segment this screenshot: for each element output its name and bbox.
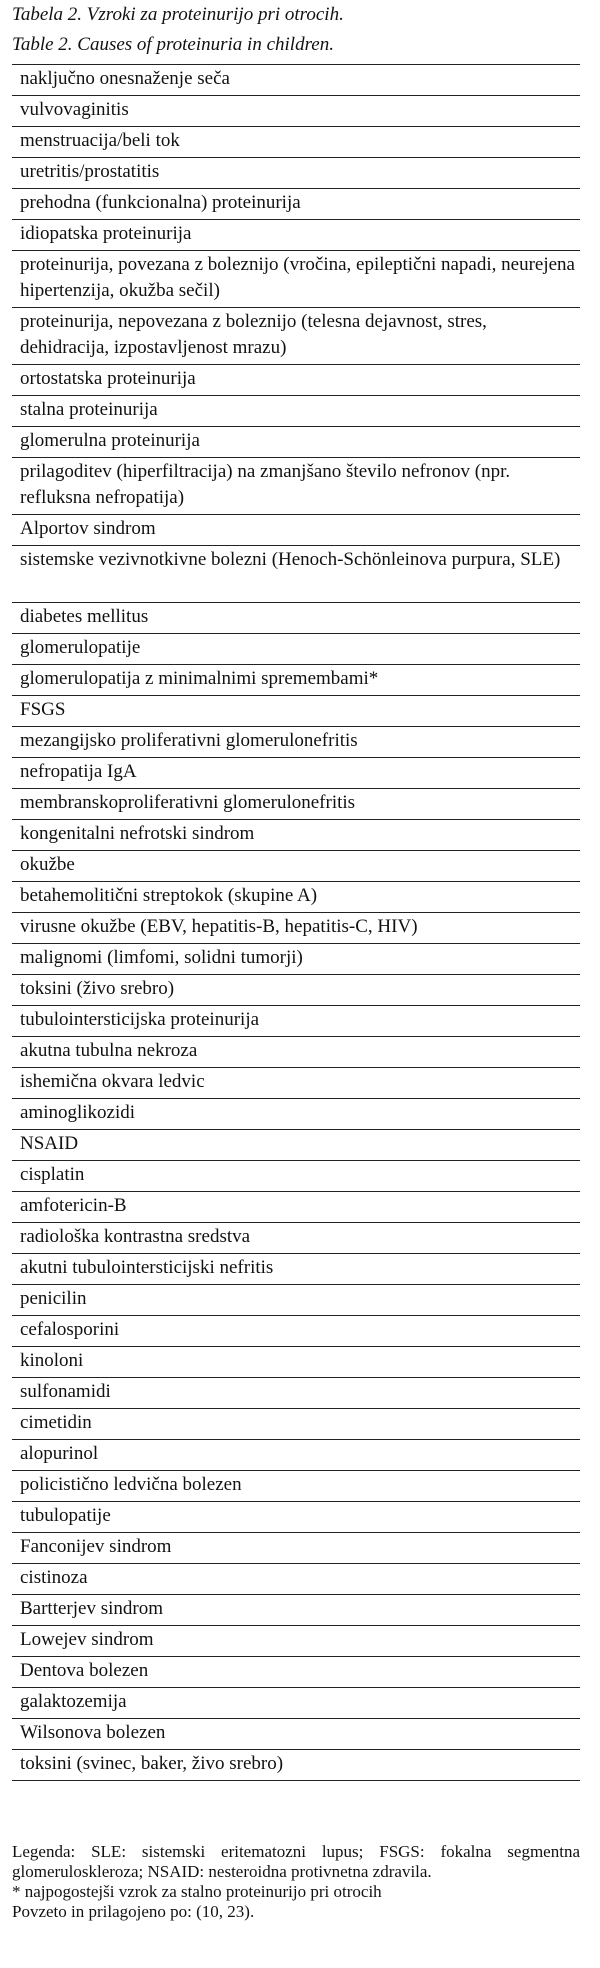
table-row: cistinoza (12, 1564, 580, 1595)
table-row: stalna proteinurija (12, 396, 580, 427)
table-row: FSGS (12, 696, 580, 727)
table-row: penicilin (12, 1285, 580, 1316)
table-row: galaktozemija (12, 1688, 580, 1719)
table-row: glomerulna proteinurija (12, 427, 580, 458)
table-row: glomerulopatija z minimalnimi spremembami* (12, 665, 580, 696)
table-row: betahemolitični streptokok (skupine A) (12, 882, 580, 913)
table-row: toksini (živo srebro) (12, 975, 580, 1006)
table-row: Dentova bolezen (12, 1657, 580, 1688)
table-legend (12, 1842, 580, 1922)
table-row: Wilsonova bolezen (12, 1719, 580, 1750)
table-row: akutna tubulna nekroza (12, 1037, 580, 1068)
table-row: virusne okužbe (EBV, hepatitis-B, hepatitis-C, HIV) (12, 913, 580, 944)
table-row: glomerulopatije (12, 634, 580, 665)
table-row: ortostatska proteinurija (12, 365, 580, 396)
legend-footnote: * najpogostejši vzrok za stalno proteinurijo pri otrocih (12, 1882, 382, 1901)
table-row: proteinurija, nepovezana z boleznijo (telesna dejavnost, stres, dehidracija, izpostavljenost mrazu) (12, 308, 580, 365)
table-row: naključno onesnaženje seča (12, 65, 580, 96)
table-row: Alportov sindrom (12, 515, 580, 546)
table-row: prilagoditev (hiperfiltracija) na zmanjšano število nefronov (npr. refluksna nefropatija) (12, 458, 580, 515)
table-row: tubulopatije (12, 1502, 580, 1533)
table-caption-slovene: Tabela 2. Vzroki za proteinurijo pri otrocih. (12, 4, 344, 25)
table-row: Lowejev sindrom (12, 1626, 580, 1657)
table-figure (12, 0, 580, 1781)
table-row: toksini (svinec, baker, živo srebro) (12, 1750, 580, 1781)
table-row: proteinurija, povezana z boleznijo (vročina, epileptični napadi, neurejena hipertenzija, okužba sečil) (12, 251, 580, 308)
table-row: kinoloni (12, 1347, 580, 1378)
table-row: malignomi (limfomi, solidni tumorji) (12, 944, 580, 975)
table-row: Bartterjev sindrom (12, 1595, 580, 1626)
table-row: diabetes mellitus (12, 603, 580, 634)
table-row: kongenitalni nefrotski sindrom (12, 820, 580, 851)
table-caption-english: Table 2. Causes of proteinuria in children. (12, 34, 334, 55)
table-row: menstruacija/beli tok (12, 127, 580, 158)
table-row: membranskoproliferativni glomerulonefritis (12, 789, 580, 820)
table-row: uretritis/prostatitis (12, 158, 580, 189)
table-row: ishemična okvara ledvic (12, 1068, 580, 1099)
table-row: vulvovaginitis (12, 96, 580, 127)
legend-source: Povzeto in prilagojeno po: (10, 23). (12, 1902, 255, 1921)
table-row: cisplatin (12, 1161, 580, 1192)
table-row: idiopatska proteinurija (12, 220, 580, 251)
table-row: Fanconijev sindrom (12, 1533, 580, 1564)
table-row: okužbe (12, 851, 580, 882)
table-row: policistično ledvična bolezen (12, 1471, 580, 1502)
table-row: radiološka kontrastna sredstva (12, 1223, 580, 1254)
table-row: NSAID (12, 1130, 580, 1161)
table-row: aminoglikozidi (12, 1099, 580, 1130)
table-row: prehodna (funkcionalna) proteinurija (12, 189, 580, 220)
table-row: sulfonamidi (12, 1378, 580, 1409)
table-row: sistemske vezivnotkivne bolezni (Henoch-Schönleinova purpura, SLE) (12, 546, 580, 603)
table-row: nefropatija IgA (12, 758, 580, 789)
table-row: alopurinol (12, 1440, 580, 1471)
table-row: amfotericin-B (12, 1192, 580, 1223)
table-row: akutni tubulointersticijski nefritis (12, 1254, 580, 1285)
legend-abbreviations: Legenda: SLE: sistemski eritematozni lupus; FSGS: fokalna segmentna glomeruloskleroza; NSAID: nesteroidna protivnetna zdravila. (12, 1842, 580, 1881)
table-row: mezangijsko proliferativni glomerulonefritis (12, 727, 580, 758)
table-row: tubulointersticijska proteinurija (12, 1006, 580, 1037)
table-row: cimetidin (12, 1409, 580, 1440)
table-row: cefalosporini (12, 1316, 580, 1347)
causes-table (12, 64, 580, 1781)
